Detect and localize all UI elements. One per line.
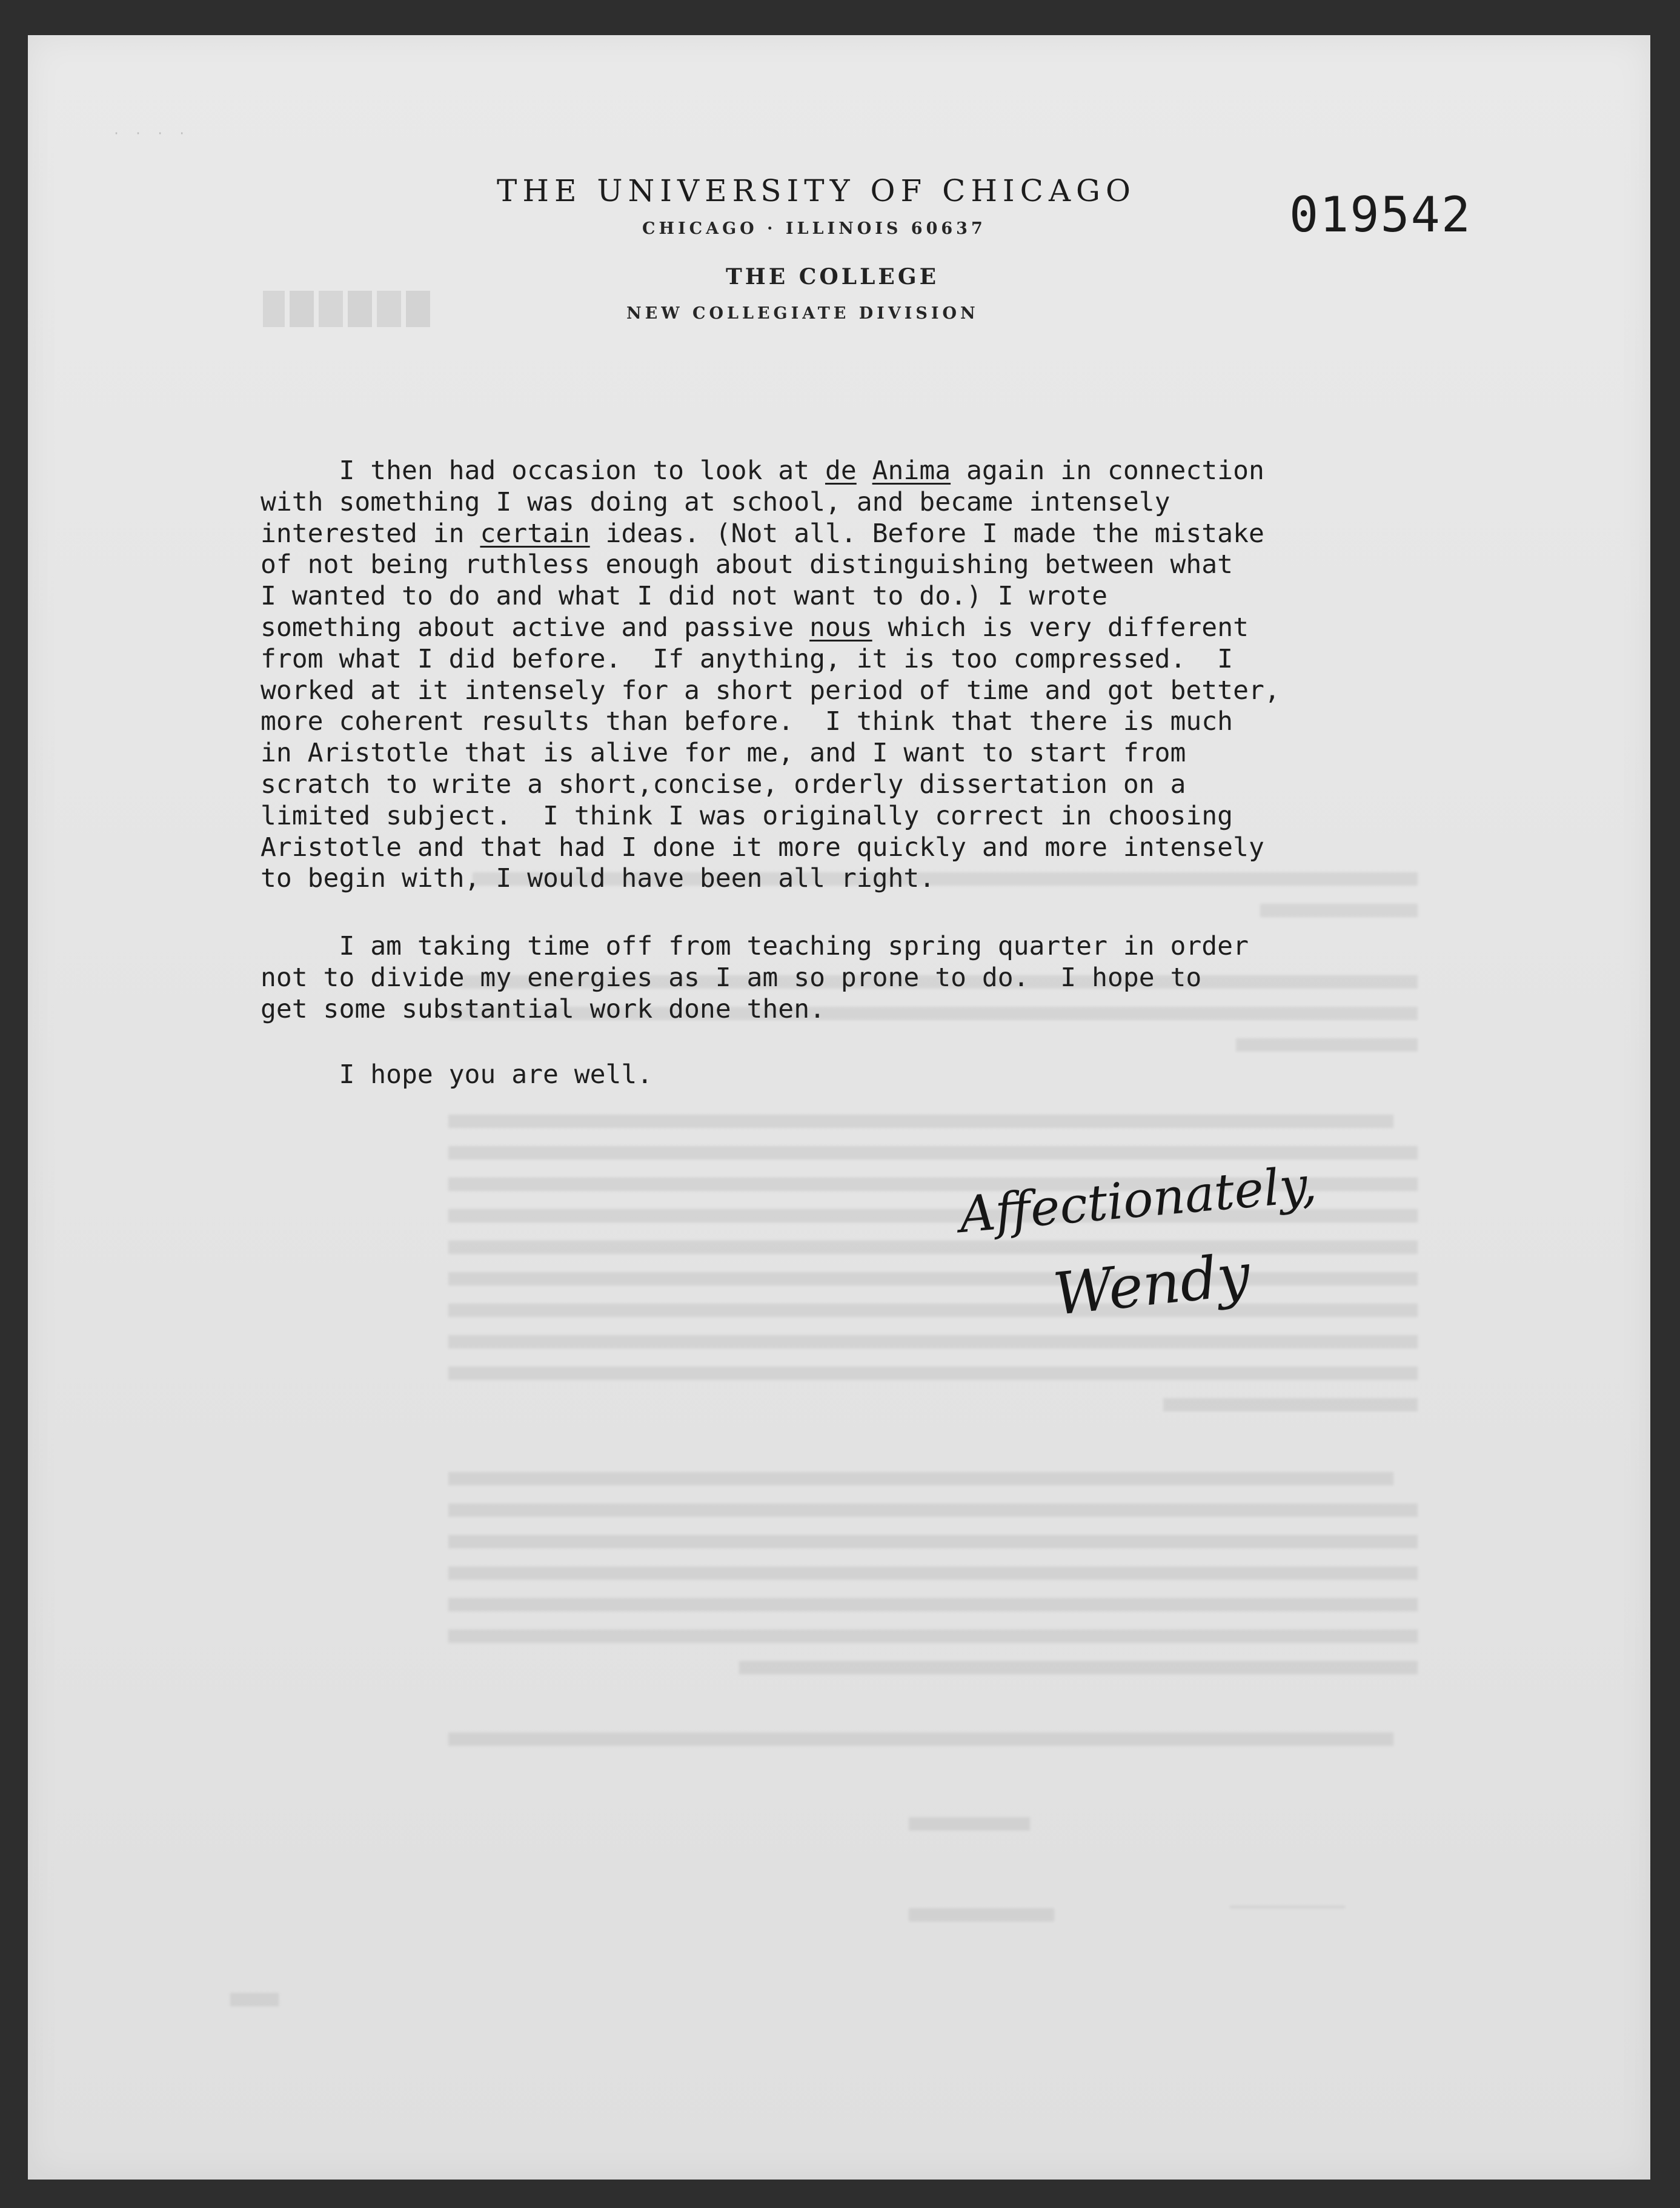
text-segment: Aristotle and that had I done it more quickly and more intensely	[261, 832, 1264, 863]
page-speck-marks: ····	[113, 126, 201, 141]
text-line	[261, 931, 1502, 963]
text-line	[261, 675, 1502, 707]
bleed-through-number	[261, 285, 430, 345]
paragraph-gap	[261, 895, 1502, 931]
paragraph	[261, 456, 1502, 895]
text-segment: something about active and passive	[261, 612, 810, 643]
text-line	[261, 706, 1502, 738]
underlined-word: certain	[480, 518, 590, 549]
text-line	[261, 994, 1502, 1026]
signature-block	[951, 1151, 1319, 1353]
text-line	[261, 519, 1502, 550]
text-segment: get some substantial work done then.	[261, 993, 825, 1024]
text-line	[261, 581, 1502, 612]
paragraph	[261, 931, 1502, 1025]
text-segment: in Aristotle that is alive for me, and I want to start from	[261, 738, 1186, 769]
letter-body	[261, 456, 1502, 1090]
letterhead-college: THE COLLEGE	[726, 264, 940, 290]
text-segment: more coherent results than before. I think that there is much	[261, 706, 1233, 737]
signature-text: Wendy	[1050, 1240, 1253, 1329]
document-number: 019542	[1289, 187, 1472, 243]
text-segment: of not being ruthless enough about distinguishing between what	[261, 549, 1233, 580]
text-line	[261, 456, 1502, 487]
letterhead-university: THE UNIVERSITY OF CHICAGO	[497, 173, 1136, 208]
letterhead-division: NEW COLLEGIATE DIVISION	[626, 304, 979, 323]
text-segment: worked at it intensely for a short period of time and got better,	[261, 675, 1280, 706]
text-segment: with something I was doing at school, and became intensely	[261, 486, 1170, 517]
text-line	[261, 644, 1502, 675]
letterhead-city: CHICAGO · ILLINOIS 60637	[642, 219, 986, 238]
text-segment: limited subject. I think I was originally correct in choosing	[261, 800, 1233, 831]
text-line	[261, 863, 1502, 895]
paragraph	[261, 1059, 1502, 1091]
underlined-word: nous	[809, 612, 872, 643]
underlined-word: de	[825, 456, 857, 486]
text-line	[261, 832, 1502, 864]
text-line	[261, 738, 1502, 769]
text-line	[261, 801, 1502, 832]
text-segment: scratch to write a short,concise, orderly dissertation on a	[261, 769, 1186, 800]
text-segment: again in connection	[951, 456, 1264, 486]
text-segment: to begin with, I would have been all right.	[261, 863, 935, 894]
text-line	[261, 612, 1502, 644]
text-segment: I hope you are well.	[261, 1059, 653, 1090]
text-segment: interested in	[261, 518, 480, 549]
text-segment: from what I did before. If anything, it is too compressed. I	[261, 643, 1233, 674]
text-segment: I then had occasion to look at	[261, 456, 825, 486]
text-line	[261, 1059, 1502, 1091]
text-segment: I wanted to do and what I did not want to do.) I wrote	[261, 581, 1107, 612]
underlined-word: Anima	[872, 456, 951, 486]
text-line	[261, 769, 1502, 801]
text-segment: ideas. (Not all. Before I made the mistake	[589, 518, 1264, 549]
paragraph-gap	[261, 1026, 1502, 1059]
closing-text: Affectionately,	[957, 1155, 1319, 1245]
text-segment: which is very different	[872, 612, 1249, 643]
text-segment: I am taking time off from teaching spring quarter in order	[261, 931, 1249, 962]
text-line	[261, 963, 1502, 994]
text-line	[261, 549, 1502, 581]
text-segment: not to divide my energies as I am so prone to do. I hope to	[261, 962, 1202, 993]
text-line	[261, 487, 1502, 519]
text-segment	[857, 456, 872, 486]
